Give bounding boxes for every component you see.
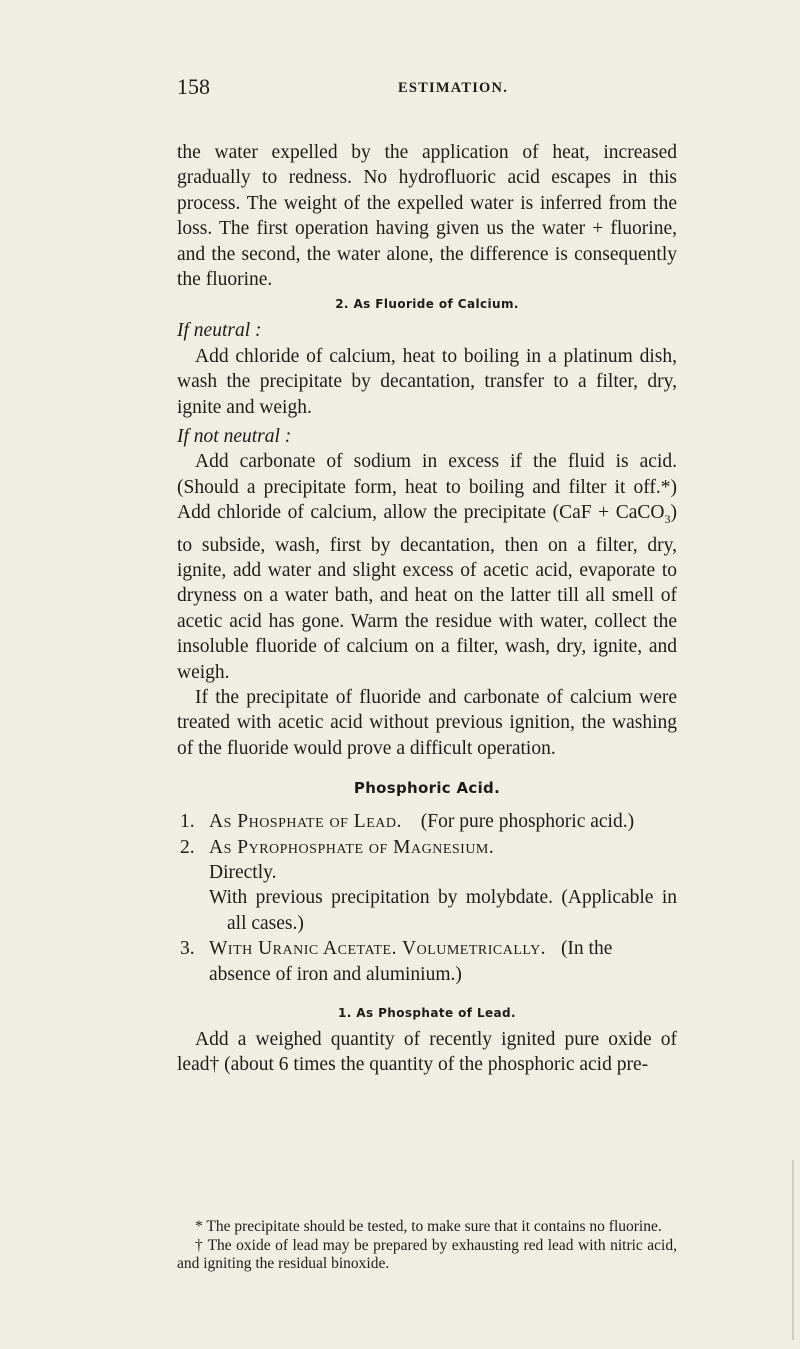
- page-number: 158: [177, 74, 210, 99]
- paragraph-water-expelled: the water expelled by the application of heat, increased gradually to redness. No hydrofluoric acid escapes in this process. The weight of the expelled water is inferred from the loss. The first operation having given us the water + fluorine, and the second, the water alone, the difference is consequently the fluorine.: [177, 142, 677, 291]
- section-heading-fluoride-of-calcium: 2. As Fluoride of Calcium.: [335, 297, 519, 312]
- footnote-asterisk: * The precipitate should be tested, to make sure that it contains no fluorine.: [195, 1218, 662, 1235]
- paragraph-weighed-quantity: Add a weighed quantity of recently ignited pure oxide of lead† (about 6 times the quantity of the phosphoric acid pre-: [177, 1029, 677, 1076]
- page-edge-mark: [792, 1160, 794, 1340]
- method-item-3: [177, 936, 677, 987]
- if-not-neutral-label: If not neutral :: [177, 426, 292, 448]
- running-head: ESTIMATION.: [398, 80, 509, 96]
- paragraph-treated-acetic: If the precipitate of fluoride and carbonate of calcium were treated with acetic acid without previous ignition, the washing of the fluoride would prove a difficult operation.: [177, 687, 677, 759]
- main-text: [177, 140, 677, 1078]
- page-header: [177, 74, 677, 104]
- method-note: (In the absence of iron and aluminium.): [209, 938, 613, 985]
- caco3-subscript: 3: [664, 512, 671, 527]
- if-neutral-label: If neutral :: [177, 320, 262, 342]
- not-neutral-text-a: Add carbonate of sodium in excess if the fluid is acid. (Should a precipitate form, heat to boiling and filter it off.*) Add chloride of calcium, allow the precipitate (CaF + CaCO: [177, 451, 677, 524]
- section-heading-phosphoric-acid: Phosphoric Acid.: [353, 779, 501, 798]
- method-2-sub-molybdate: With previous precipitation by molybdate. (Applicable in all cases.): [209, 887, 677, 934]
- footnotes: [177, 1218, 677, 1274]
- section-heading-phosphate-of-lead: 1. As Phosphate of Lead.: [338, 1006, 516, 1021]
- method-name: As Phosphate of Lead.: [209, 811, 402, 833]
- if-neutral-text: Add chloride of calcium, heat to boiling in a platinum dish, wash the precipitate by decantation, transfer to a filter, dry, ignite and weigh.: [177, 345, 677, 418]
- method-name: With Uranic Acetate. Volumetrically.: [209, 938, 547, 960]
- method-number: 1.: [180, 811, 195, 833]
- method-item-1: [177, 809, 677, 834]
- method-number: 3.: [180, 938, 195, 960]
- method-item-2: [177, 835, 677, 860]
- method-number: 2.: [180, 836, 195, 858]
- method-note: (For pure phosphoric acid.): [420, 811, 635, 833]
- method-name: As Pyrophosphate of Magnesium.: [209, 836, 495, 858]
- footnote-dagger: † The oxide of lead may be prepared by exhausting red lead with nitric acid, and igniting the residual binoxide.: [177, 1236, 677, 1272]
- if-not-neutral-text: [177, 449, 677, 685]
- not-neutral-text-b: ) to subside, wash, first by decantation, then on a filter, dry, ignite, add water and slight excess of acetic acid, evaporate to dryness on a water bath, and heat on the latter till all smell of acetic acid has gone. Warm the residue with water, collect the insoluble fluoride of calcium on a filter, wash, dry, ignite, and weigh.: [177, 502, 677, 683]
- method-2-sub-directly: Directly.: [209, 862, 277, 884]
